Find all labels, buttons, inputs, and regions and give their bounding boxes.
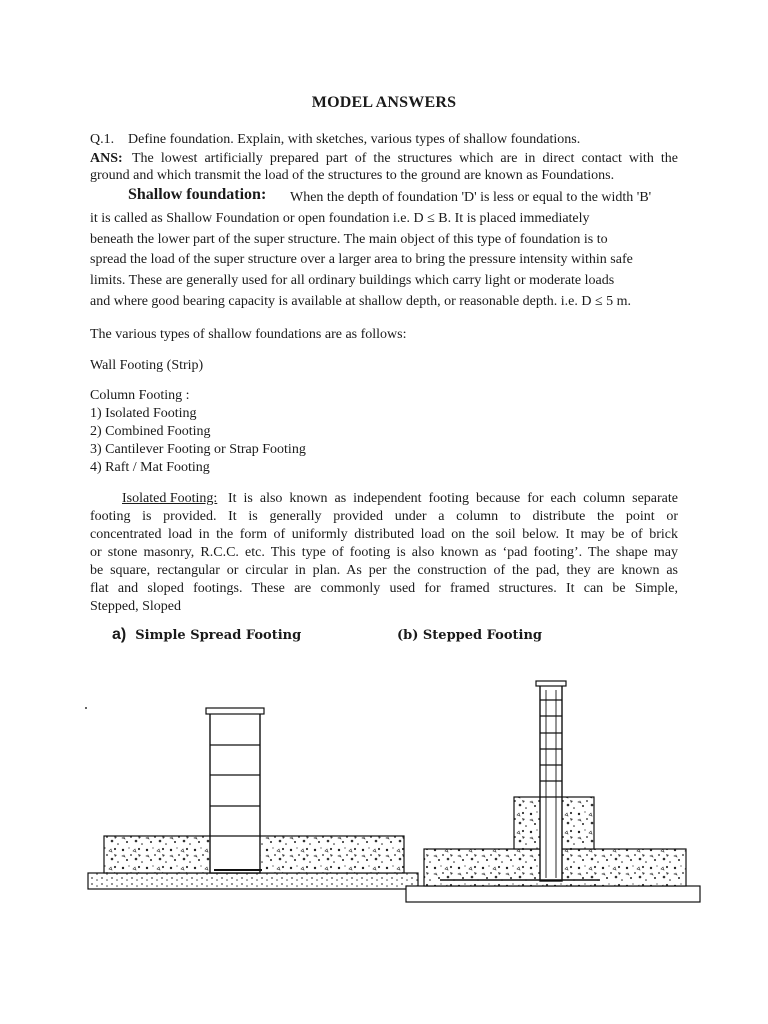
simple-spread-footing-figure: [88, 708, 418, 889]
shallow-line-6: and where good bearing capacity is available at shallow depth, or reasonable depth. i.e. D ≤ 5 m.: [90, 294, 632, 309]
list-item: 4) Raft / Mat Footing: [90, 460, 210, 475]
types-intro: The various types of shallow foundations are as follows:: [90, 327, 407, 342]
isolated-line-2: footing is provided. It is generally provided under a column to distribute the point or: [90, 509, 678, 524]
column-cap-b: [536, 681, 566, 686]
column-b: [540, 684, 562, 881]
shallow-foundation-heading: Shallow foundation:: [128, 186, 267, 203]
isolated-line-5: be square, rectangular or circular in plan. As per the construction of the pad, they are known as: [90, 563, 678, 578]
isolated-footing-heading: Isolated Footing:: [122, 491, 218, 506]
stray-dot: [85, 707, 87, 709]
column-footing-label: Column Footing :: [90, 388, 190, 403]
isolated-line-7: Stepped, Sloped: [90, 599, 181, 614]
list-item: 2) Combined Footing: [90, 424, 211, 439]
isolated-line-3: concentrated load in the form of uniformly distributed load on the soil below. It may be of brick: [90, 527, 678, 542]
answer-label: ANS:: [90, 151, 123, 166]
shallow-line-4: spread the load of the super structure over a larger area to bring the pressure intensity within safe: [90, 252, 633, 267]
question-number: Q.1.: [90, 132, 115, 147]
isolated-line-4: or stone masonry, R.C.C. etc. This type of footing is also known as ‘pad footing’. The shape may: [90, 545, 678, 560]
shallow-line-1: When the depth of foundation 'D' is less or equal to the width 'B': [290, 190, 652, 205]
pcc-bed-a: [88, 873, 418, 889]
column-a: [210, 712, 260, 873]
isolated-line-6: flat and sloped footings. These are commonly used for framed structures. It can be Simple,: [90, 581, 678, 596]
wall-footing: Wall Footing (Strip): [90, 358, 204, 373]
pcc-bed-b: [406, 886, 700, 902]
figure-a-prefix: a): [112, 626, 127, 643]
shallow-line-2: it is called as Shallow Foundation or open foundation i.e. D ≤ B. It is placed immediately: [90, 211, 590, 226]
list-item: 3) Cantilever Footing or Strap Footing: [90, 442, 306, 457]
isolated-line-1: It is also known as independent footing because for each column separate: [228, 491, 678, 506]
shallow-line-3: beneath the lower part of the super structure. The main object of this type of foundation is to: [90, 232, 608, 247]
stepped-footing-figure: [406, 681, 700, 902]
question-text: Define foundation. Explain, with sketches, various types of shallow foundations.: [128, 132, 581, 147]
list-item: 1) Isolated Footing: [90, 406, 197, 421]
answer-line-2: ground and which transmit the load of the structures to the ground are known as Foundations.: [90, 168, 615, 183]
column-cap-a: [206, 708, 264, 714]
figure-a-label: Simple Spread Footing: [135, 628, 302, 643]
page-title: MODEL ANSWERS: [311, 94, 457, 111]
figure-b-caption: (b) Stepped Footing: [397, 628, 542, 643]
answer-line-1: The lowest artificially prepared part of the structures which are in direct contact with the: [132, 151, 678, 166]
shallow-line-5: limits. These are generally used for all ordinary buildings which carry light or moderate loads: [90, 273, 615, 288]
